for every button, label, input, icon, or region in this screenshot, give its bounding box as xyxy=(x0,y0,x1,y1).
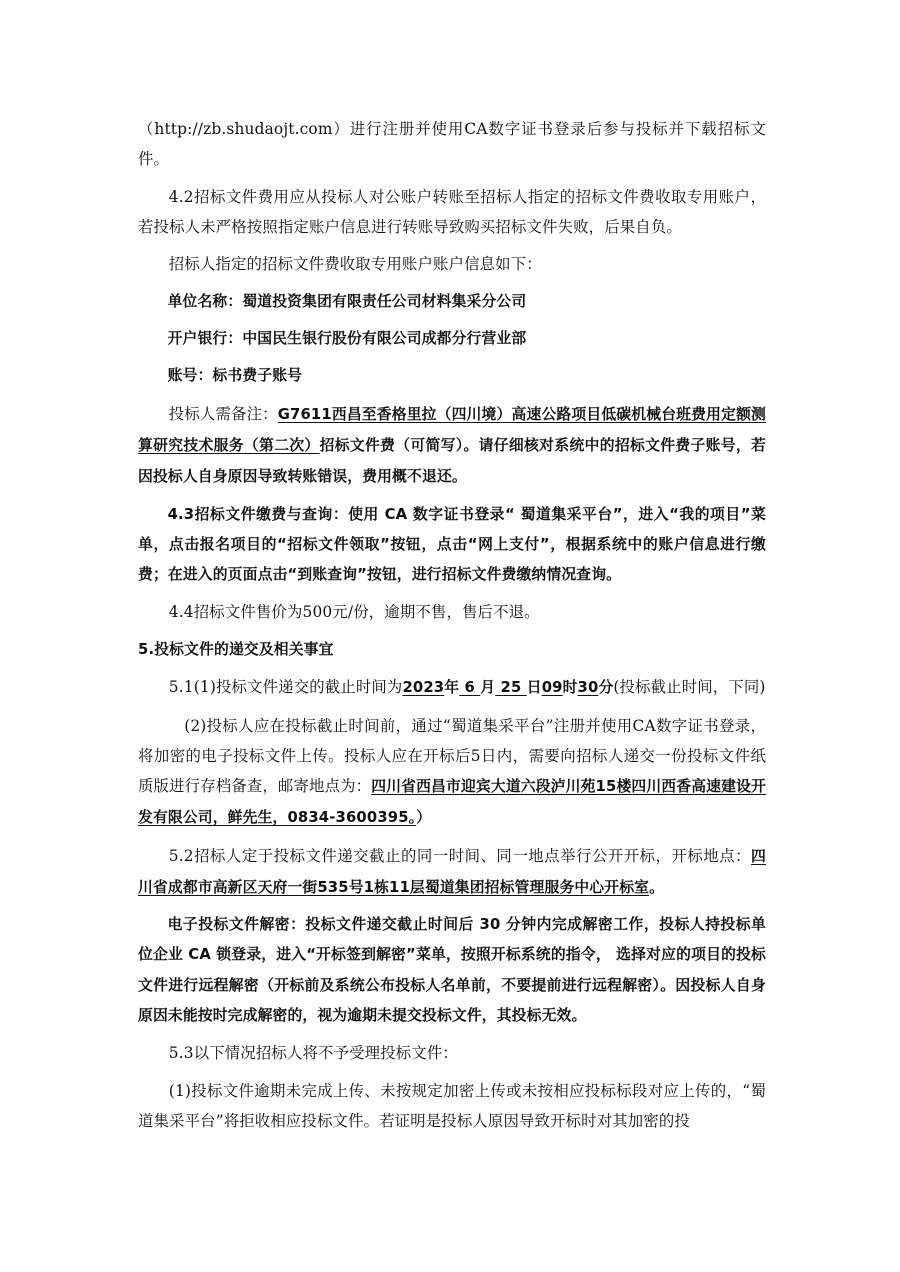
deadline-month: 6 xyxy=(459,679,481,697)
paragraph-text: 账号：标书费子账号 xyxy=(167,367,303,385)
account-bank xyxy=(138,324,766,354)
deadline-month-unit: 月 xyxy=(480,679,496,697)
paragraph-4-3 xyxy=(138,500,766,591)
paragraph-5-1-upload xyxy=(138,711,766,834)
paragraph-text: 4.2招标文件费用应从投标人对公账户转账至招标人指定的招标文件费收取专用账户，若投标人未严格按照指定账户信息进行转账导致购买招标文件失败，后果自负。 xyxy=(138,187,766,236)
deadline-day: 25 xyxy=(495,679,527,697)
deadline-minute: 30 xyxy=(577,679,599,697)
opening-location-underlined: 四川省成都市高新区天府一街535号1栋11层蜀道集团招标管理服务中心开标室 xyxy=(138,847,766,896)
paragraph-4-2 xyxy=(138,182,766,242)
section-heading-5 xyxy=(138,635,766,665)
paragraph-5-1-deadline xyxy=(138,672,766,703)
closing-paren: ） xyxy=(416,809,432,827)
mailing-address-underlined: 四川省西昌市迎宾大道六段泸川苑15楼四川西香高速建设开发有限公司，鲜先生，0834-3600395。 xyxy=(138,777,766,827)
document-body xyxy=(138,114,766,1143)
deadline-hour: 09 xyxy=(541,679,563,697)
paragraph-text: 4.3招标文件缴费与查询：使用 CA 数字证书登录“ 蜀道集采平台”，进入“我的项目”菜单，点击报名项目的“招标文件领取”按钮，点击“网上支付”，根据系统中的账户信息进行缴费；在进入的页面点击“到账查询”按钮，进行招标文件费缴纳情况查询。 xyxy=(138,505,766,583)
paragraph-account-intro xyxy=(138,249,766,279)
paragraph-5-3 xyxy=(138,1038,766,1068)
heading-text: 5.投标文件的递交及相关事宜 xyxy=(138,640,334,658)
project-name-underlined: G7611西昌至香格里拉（四川境）高速公路项目低碳机械台班费用定额测算研究技术服务（第二次） xyxy=(138,405,766,454)
paragraph-text: 5.3以下情况招标人将不予受理投标文件： xyxy=(168,1044,458,1063)
opening-intro: 5.2招标人定于投标文件递交截止的同一时间、同一地点举行公开开标，开标地点： xyxy=(168,846,752,865)
remark-label: 投标人需备注： xyxy=(168,404,278,423)
deadline-year-unit: 年 xyxy=(444,679,460,697)
paragraph-decryption xyxy=(138,910,766,1031)
deadline-note: (投标截止时间，下同) xyxy=(613,678,766,697)
period: 。 xyxy=(649,878,665,896)
remark-notice: 招标文件费（可简写）。请仔细核对系统中的招标文件费子账号，若因投标人自身原因导致转账错误，费用概不退还。 xyxy=(138,436,766,486)
deadline-intro: 5.1(1)投标文件递交的截止时间为 xyxy=(168,678,403,697)
account-unit-name xyxy=(138,287,766,317)
deadline-minute-unit: 分 xyxy=(598,679,614,697)
paragraph-5-2 xyxy=(138,841,766,903)
upload-instructions: (2)投标人应在投标截止时间前，通过“蜀道集采平台”注册并使用CA数字证书登录，将加密的电子投标文件上传。投标人应在开标后5日内，需要向招标人递交一份投标文件纸质版进行存档备查，邮寄地点为： xyxy=(138,716,766,795)
paragraph-text: 4.4招标文件售价为500元/份，逾期不售，售后不退。 xyxy=(168,603,540,622)
paragraph-5-3-1 xyxy=(138,1076,766,1136)
paragraph-text: （http://zb.shudaojt.com）进行注册并使用CA数字证书登录后参与投标并下载招标文件。 xyxy=(138,120,766,169)
paragraph-text: 电子投标文件解密：投标文件递交截止时间后 30 分钟内完成解密工作，投标人持投标单位企业 CA 锁登录，进入“开标签到解密”菜单，按照开标系统的指令， 选择对应的项目的投标文件进行远程解密（开标前及系统公布投标人名单前，不要提前进行远程解密）。因投标人自身原因未能按时完成解密的，视为逾期未提交投标文件，其投标无效。 xyxy=(138,916,766,1024)
paragraph-text: 招标人指定的招标文件费收取专用账户账户信息如下： xyxy=(168,255,542,274)
deadline-hour-unit: 时 xyxy=(562,679,578,697)
paragraph-text: 单位名称：蜀道投资集团有限责任公司材料集采分公司 xyxy=(167,292,527,310)
account-number xyxy=(138,361,766,391)
deadline-year: 2023 xyxy=(402,679,445,697)
paragraph-website-registration xyxy=(138,114,766,174)
paragraph-text: (1)投标文件逾期未完成上传、未按规定加密上传或未按相应投标标段对应上传的，“蜀道集采平台”将拒收相应投标文件。若证明是投标人原因导致开标时对其加密的投 xyxy=(138,1081,766,1130)
paragraph-remark xyxy=(138,399,766,493)
paragraph-text: 开户银行：中国民生银行股份有限公司成都分行营业部 xyxy=(167,329,527,347)
deadline-day-unit: 日 xyxy=(526,679,542,697)
paragraph-4-4 xyxy=(138,597,766,627)
